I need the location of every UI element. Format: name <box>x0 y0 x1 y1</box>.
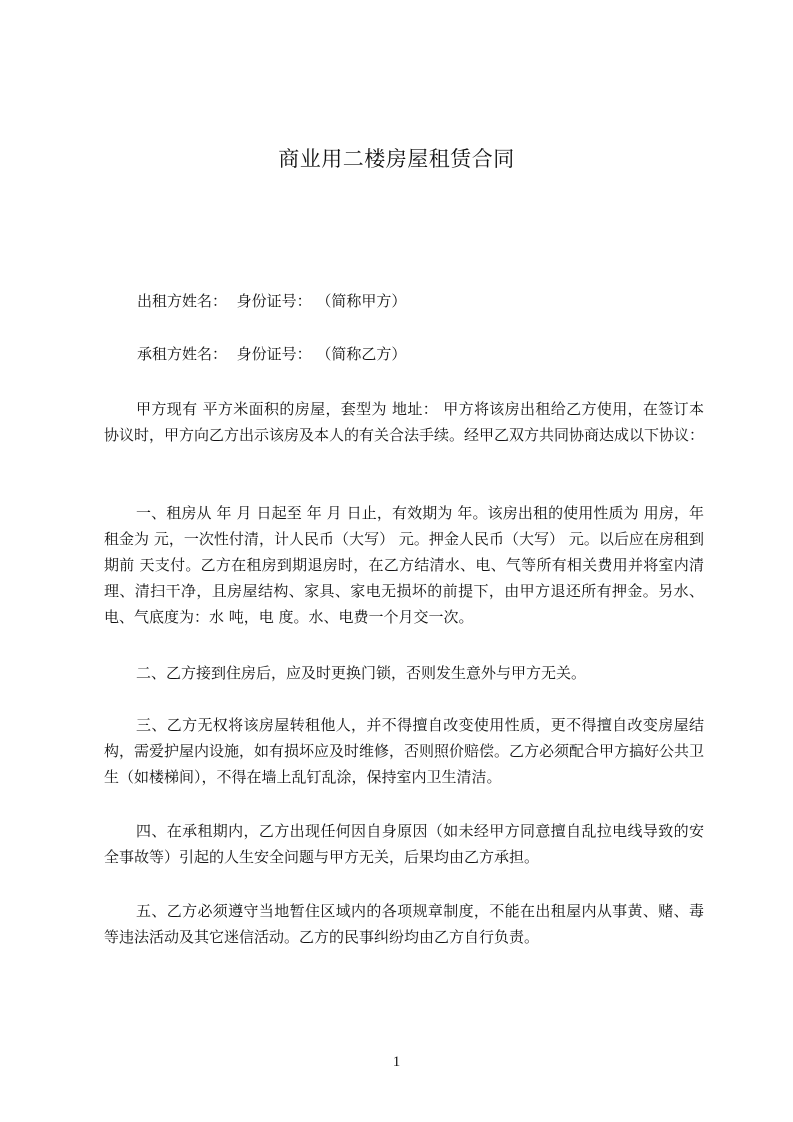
lessee-id-label: 身份证号： <box>236 345 312 363</box>
clause-5: 五、乙方必须遵守当地暂住区域内的各项规章制度，不能在出租屋内从事黄、赌、毒等违法活动及其它迷信活动。乙方的民事纠纷均由乙方自行负责。 <box>104 902 704 946</box>
clause-3: 三、乙方无权将该房屋转租他人，并不得擅自改变使用性质，更不得擅自改变房屋结构，需爱护屋内设施，如有损坏应及时维修，否则照价赔偿。乙方必须配合甲方搞好公共卫生（如楼梯间），不得在墙上乱钉乱涂，保持室内卫生清洁。 <box>104 716 705 786</box>
intro-paragraph: 甲方现有 平方米面积的房屋，套型为 地址： 甲方将该房出租给乙方使用，在签订本协议时，甲方向乙方出示该房及本人的有关合法手续。经甲乙双方共同协商达成以下协议： <box>104 400 705 444</box>
contract-title: 商业用二楼房屋租赁合同 <box>278 147 515 171</box>
lessee-name-label: 承租方姓名： <box>137 345 228 363</box>
clause-2: 二、乙方接到住房后，应及时更换门锁，否则发生意外与甲方无关。 <box>136 664 587 682</box>
lessor-name-label: 出租方姓名： <box>137 292 228 310</box>
lessor-alias: （简称甲方） <box>316 292 407 310</box>
lessor-id-label: 身份证号： <box>236 292 312 310</box>
clause-4: 四、在承租期内，乙方出现任何因自身原因（如未经甲方同意擅自乱拉电线导致的安全事故等）引起的人生安全问题与甲方无关，后果均由乙方承担。 <box>104 822 704 866</box>
lessee-line <box>137 343 406 365</box>
page-number: 1 <box>392 1054 401 1070</box>
clause-1: 一、租房从 年 月 日起至 年 月 日止，有效期为 年。该房出租的使用性质为 用房，年租金为 元，一次性付清，计人民币（大写） 元。押金人民币（大写） 元。以后应在房租到期前 天支付。乙方在租房到期退房时，在乙方结清水、电、气等所有相关费用并将室内清理、清扫干净，且房屋结构、家具、家电无损坏的前提下，由甲方退还所有押金。另水、电、气底度为：水 吨，电 度。水、电费一个月交一次。 <box>104 504 704 626</box>
lessor-line <box>137 290 406 312</box>
lessee-alias: （简称乙方） <box>316 345 407 363</box>
